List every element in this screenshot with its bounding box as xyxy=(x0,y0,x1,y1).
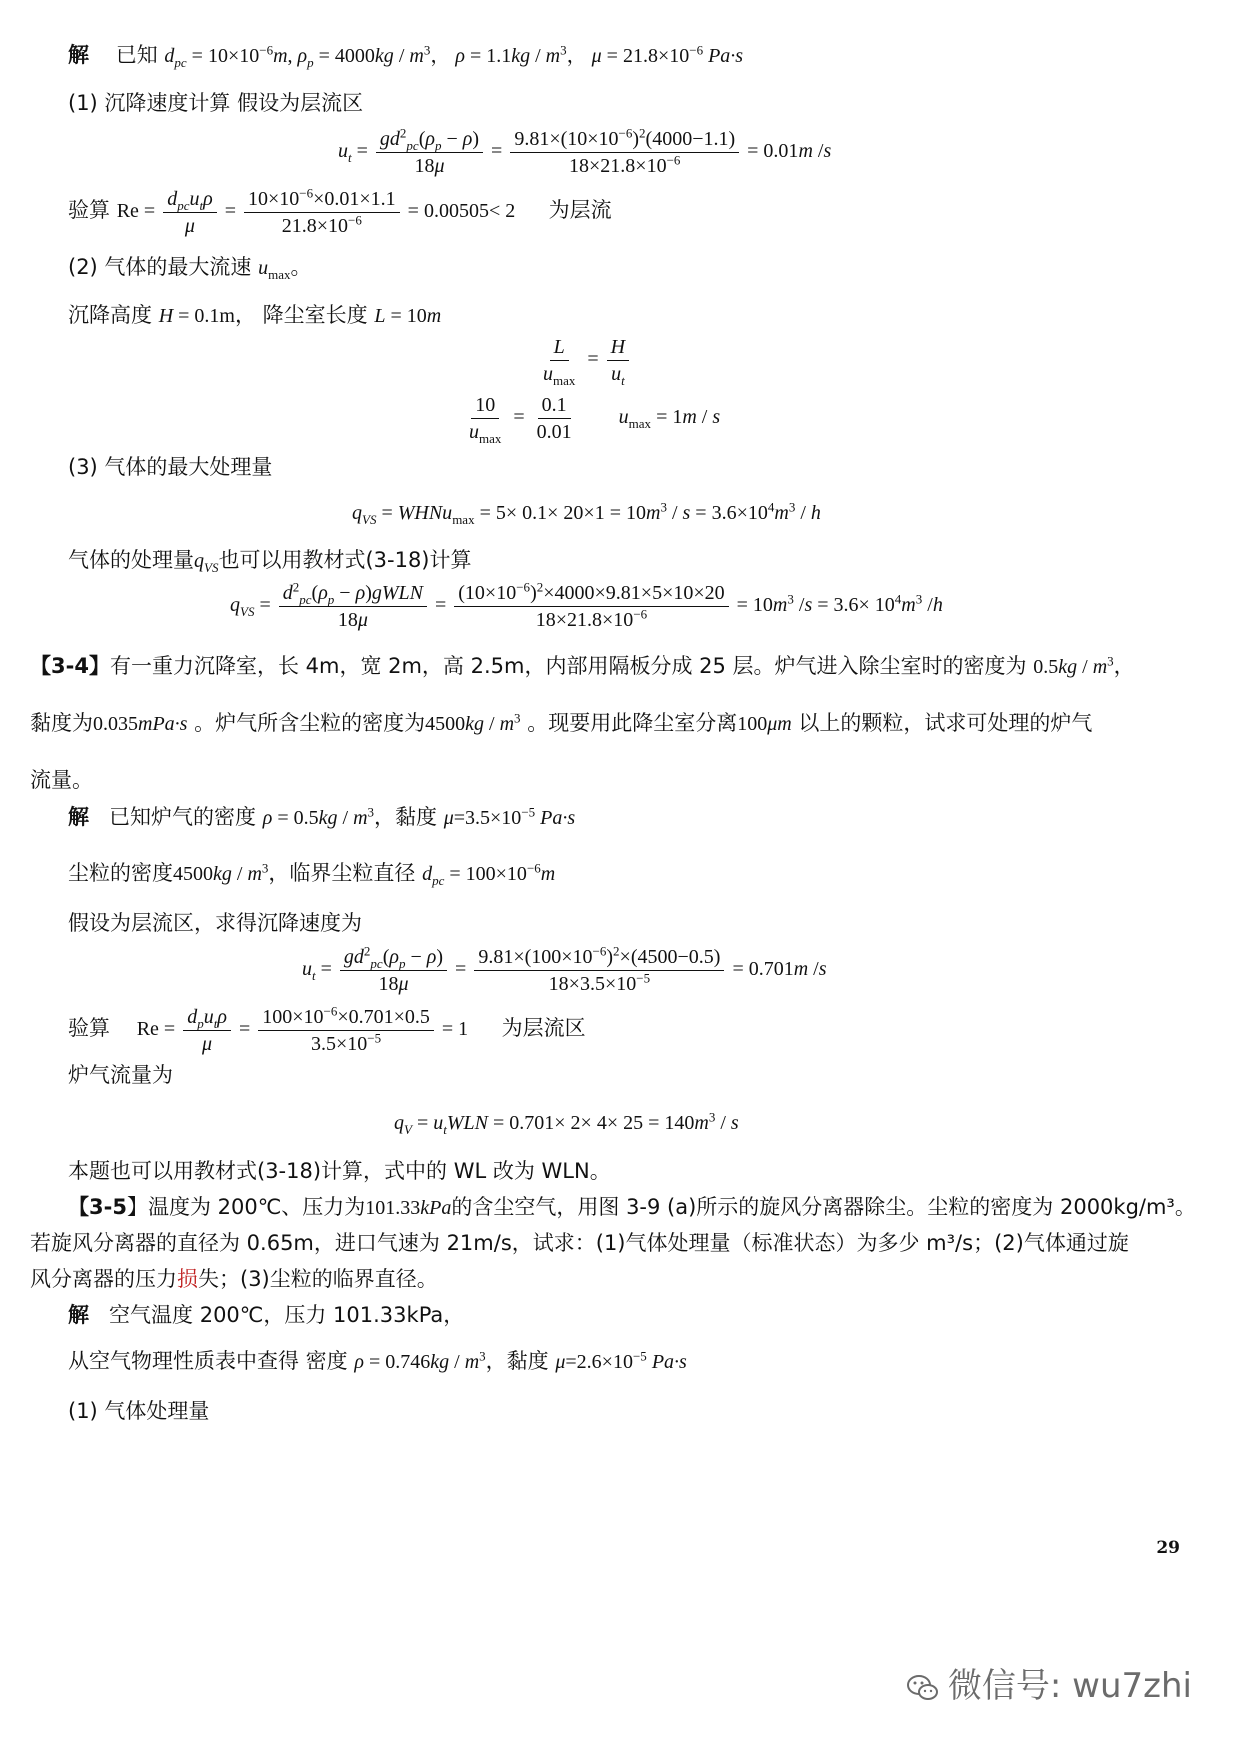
ratio-values-formula: $\frac{10}{u_{max}}$ = $\frac{0.1}{0.01}$ $u_{max} = 1m / s$ xyxy=(469,394,721,446)
alt-formula-intro: 气体的处理量$q_{VS}$也可以用教材式(3-18)计算 xyxy=(68,548,472,575)
problem-3-5-line3: 风分离器的压力损失；(3)尘粒的临界直径。 xyxy=(30,1267,438,1291)
solution-3-5-line2: 从空气物理性质表中查得 密度 $\rho = 0.746kg / m^3$，黏度 $\mu=2.6\times 10^{-5}$ Pa·s xyxy=(68,1348,687,1373)
solution-3-4-given: 解 已知炉气的密度 $\rho = 0.5kg / m^3$，黏度 $\mu=3.5\times 10^{-5}$ Pa·s xyxy=(68,804,576,829)
settling-velocity-formula: $u_t$ = $\frac{gd^2_{pc}(\rho_p - \rho)}{18\mu}$ = $\frac{9.81\times(10\times 10^{-6})^2(4000-1.1)}{18\times 21.8\times 10^{-6}}$ = 0.01m /s xyxy=(338,125,832,177)
solution-3-5-step1: (1) 气体处理量 xyxy=(68,1399,210,1423)
solution-3-4-assume: 假设为层流区，求得沉降速度为 xyxy=(68,911,362,935)
wechat-icon xyxy=(906,1673,940,1703)
watermark-text: 微信号: wu7zhi xyxy=(947,1666,1192,1706)
problem-3-4: 【3-4】有一重力沉降室，长 4m，宽 2m，高 2.5m，内部用隔板分成 25 层。炉气进入除尘室时的密度为 $0.5kg / m^3$， 黏度为0.035mPa·s 。炉气所含尘粒的密度为$4500kg / m^3$ 。现要用此降尘室分离100μm 以上的颗粒，试求可处理的炉气 流量。 xyxy=(30,653,1135,792)
solution-3-5-line1: 解 空气温度 200℃，压力 101.33kPa， xyxy=(68,1303,465,1327)
problem-3-5-line1: 【3-5】温度为 200℃、压力为101.33kPa的含尘空气，用图 3-9 (a)所示的旋风分离器除尘。尘粒的密度为 2000kg/m³。 xyxy=(68,1195,1196,1219)
ratio-formula: $\frac{L}{u_{max}}$ = $\frac{H}{u_t}$ xyxy=(536,334,632,387)
step-2-heading: (2) 气体的最大流速 $u_{max}$。 xyxy=(68,255,312,282)
step-3-heading: (3) 气体的最大处理量 xyxy=(68,455,273,479)
solution-3-4-particle: 尘粒的密度$4500kg / m^3$，临界尘粒直径 $d_{pc} = 100\times 10^{-6}m$ xyxy=(68,860,556,888)
page-number: 29 xyxy=(1156,1538,1180,1558)
solution-label: 解 xyxy=(68,43,89,67)
settling-velocity-formula-2: $u_t$ = $\frac{gd^2_{pc}(\rho_p - \rho)}{18\mu}$ = $\frac{9.81\times(100\times 10^{-6})^2\times(4500-0.5)}{18\times 3.5\times 10^{-5}}$ = 0.701m /s xyxy=(302,943,827,995)
problem-3-5-line2: 若旋风分离器的直径为 0.65m，进口气速为 21m/s，试求：(1)气体处理量（标准状态）为多少 m³/s；(2)气体通过旋 xyxy=(30,1231,1129,1255)
flow-formula: $q_V = u_tWLN = 0.701\times 2\times 4\times 25 = 140m^3 / s$ xyxy=(394,1109,739,1137)
given-values: $d_{pc} = 10\times 10^{-6}m$, $\rho_p = 4000kg / m^3$， $\rho = 1.1kg / m^3$， $\mu = 21.8\times 10^{-6}$ Pa·s xyxy=(164,42,744,70)
textbook-formula: $q_{VS}$ = $\frac{d^2_{pc}(\rho_p - \rho)gWLN}{18\mu}$ = $\frac{(10\times 10^{-6})^2\times 4000\times 9.81\times 5\times 10\times 20}{18\times 21.8\times 10^{-6}}$ = $10m^3$ $/s = 3.6\times 10^4m^3$ /h xyxy=(230,579,943,631)
check-label: 验算 xyxy=(68,198,110,223)
given-text: 已知 xyxy=(115,43,158,67)
reynolds-check-1: 验算 Re = $\frac{d_{pc}u_t\rho}{\mu}$ = $\frac{10\times 10^{-6}\times 0.01\times 1.1}{21.8\times 10^{-6}}$ = 0.00505< 2 为层流 xyxy=(68,185,612,237)
laminar-result: 为层流 xyxy=(548,198,612,223)
flow-intro: 炉气流量为 xyxy=(68,1063,173,1087)
note-3-4: 本题也可以用教材式(3-18)计算，式中的 WL 改为 WLN。 xyxy=(68,1159,611,1183)
max-throughput-formula: $q_{VS}$ = WHNu$_{max}$ = $5\times 0.1\times 20\times 1 = 10m^3 / s = 3.6\times 10^4m^3 / h$ xyxy=(352,499,821,527)
height-length-line: 沉降高度 H = 0.1m， 降尘室长度 L = 10m xyxy=(68,303,442,327)
problem-tag: 【3-4】 xyxy=(30,654,110,678)
problem-tag-3-5: 【3-5 xyxy=(68,1195,127,1219)
step-1-heading: (1) 沉降速度计算 假设为层流区 xyxy=(68,91,364,115)
wechat-watermark xyxy=(906,1658,1192,1707)
reynolds-check-2: 验算 Re = $\frac{d_pu_t\rho}{\mu}$ = $\frac{100\times 10^{-6}\times 0.701\times 0.5}{3.5\times 10^{-5}}$ = 1 为层流区 xyxy=(68,1003,586,1055)
solution-given-line xyxy=(68,40,743,71)
